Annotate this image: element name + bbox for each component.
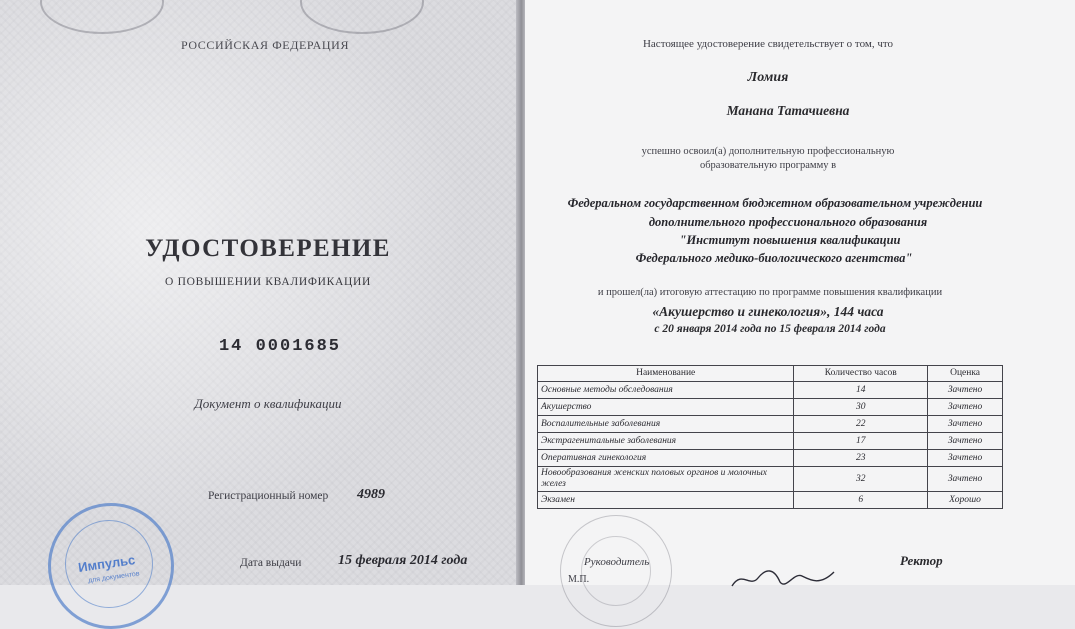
stamp-subtext: для документов — [87, 570, 141, 585]
mastered-text-line1: успешно освоил(а) дополнительную профессиональную — [641, 146, 895, 157]
subject-name: Акушерство — [538, 399, 794, 416]
table-row — [538, 399, 1003, 416]
head-title: Ректор — [900, 553, 943, 568]
mastered-text-line2: образовательную программу в — [699, 160, 837, 171]
column-header-grade: Оценка — [928, 366, 1003, 382]
document-title: УДОСТОВЕРЕНИЕ — [145, 235, 391, 262]
signature — [728, 566, 838, 590]
table-row — [538, 467, 1003, 492]
institution-line: Федеральном государственном бюджетном образовательном учреждении — [567, 196, 983, 210]
subject-grade: Зачтено — [928, 399, 1003, 416]
column-header-hours: Количество часов — [794, 366, 928, 382]
subject-name: Новообразования женских половых органов и молочных желез — [538, 467, 794, 492]
table-header-row — [538, 366, 1003, 382]
column-header-name: Наименование — [538, 366, 794, 382]
country-label: РОССИЙСКАЯ ФЕДЕРАЦИЯ — [180, 38, 350, 52]
institution-line: дополнительного профессионального образования — [648, 215, 928, 229]
subject-name: Экстрагенитальные заболевания — [538, 433, 794, 450]
program-period: с 20 января 2014 года по 15 февраля 2014 года — [654, 323, 886, 335]
stamp-text: Импульс — [77, 552, 137, 575]
issue-date-label: Дата выдачи — [240, 557, 302, 569]
subject-hours: 14 — [794, 382, 928, 399]
table-row — [538, 450, 1003, 467]
subject-name: Воспалительные заболевания — [538, 416, 794, 433]
seal-place-label: М.П. — [568, 574, 590, 585]
subject-hours: 6 — [794, 492, 928, 509]
subject-grade: Зачтено — [928, 382, 1003, 399]
document-type: Документ о квалификации — [194, 396, 342, 411]
subject-grade: Зачтено — [928, 416, 1003, 433]
document-subtitle: О ПОВЫШЕНИИ КВАЛИФИКАЦИИ — [164, 276, 372, 288]
subject-hours: 22 — [794, 416, 928, 433]
given-names: Манана Татачиевна — [726, 103, 850, 118]
subject-grade: Зачтено — [928, 433, 1003, 450]
ornament — [300, 0, 424, 34]
subject-name: Оперативная гинекология — [538, 450, 794, 467]
subject-hours: 17 — [794, 433, 928, 450]
subject-name: Основные методы обследования — [538, 382, 794, 399]
table-row — [538, 492, 1003, 509]
certifies-text: Настоящее удостоверение свидетельствует о том, что — [642, 38, 894, 50]
grades-table — [537, 365, 1003, 509]
emblem-seal — [560, 515, 672, 627]
institution-line: Федерального медико-биологического агентства" — [635, 251, 913, 265]
subject-name: Экзамен — [538, 492, 794, 509]
table-row — [538, 382, 1003, 399]
subject-hours: 30 — [794, 399, 928, 416]
head-label: Руководитель — [584, 556, 650, 568]
issue-date: 15 февраля 2014 года — [338, 553, 468, 568]
serial-number: 14 0001685 — [218, 337, 342, 356]
subject-grade: Зачтено — [928, 450, 1003, 467]
subject-hours: 23 — [794, 450, 928, 467]
institution-line: "Институт повышения квалификации — [679, 233, 901, 247]
surname: Ломия — [747, 70, 789, 85]
table-row — [538, 416, 1003, 433]
registration-number: 4989 — [357, 487, 385, 502]
registration-label: Регистрационный номер — [208, 490, 329, 502]
ornament — [40, 0, 164, 34]
subject-hours: 32 — [794, 467, 928, 492]
subject-grade: Хорошо — [928, 492, 1003, 509]
program-title: «Акушерство и гинекология», 144 часа — [652, 304, 884, 319]
table-row — [538, 433, 1003, 450]
subject-grade: Зачтено — [928, 467, 1003, 492]
attestation-text: и прошел(ла) итоговую аттестацию по программе повышения квалификации — [597, 287, 943, 298]
